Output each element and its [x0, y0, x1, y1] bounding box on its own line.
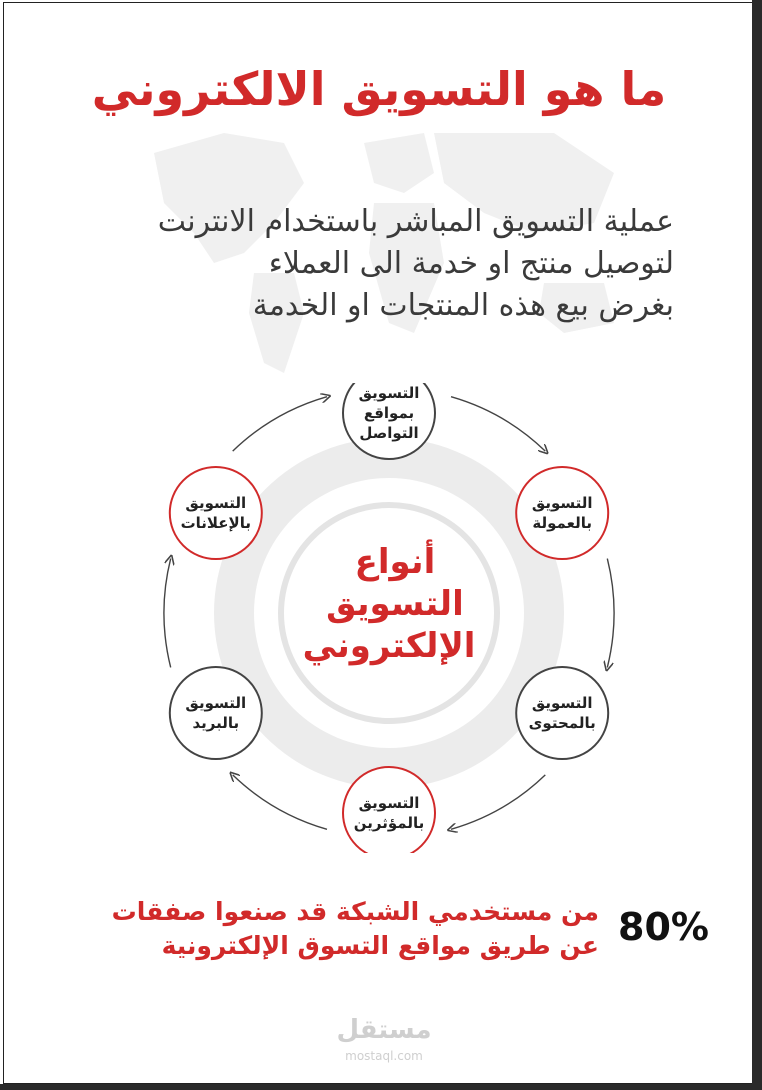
cycle-arrow	[164, 559, 171, 668]
stat-line: عن طريق مواقع التسوق الإلكترونية	[161, 931, 599, 960]
stat-percentage: 80%	[618, 905, 709, 949]
definition-text	[64, 201, 674, 327]
cycle-arrow	[233, 775, 327, 829]
type-node-label: بالعمولة	[532, 514, 592, 532]
type-node-label: بالمحتوى	[528, 714, 596, 732]
type-node-label: بالبريد	[192, 714, 240, 732]
page-edge-shadow	[752, 0, 762, 1090]
type-node-label: التسويق	[185, 694, 247, 712]
center-label-line: الإلكتروني	[302, 626, 476, 666]
type-node-label: التسويق	[531, 494, 593, 512]
center-label-line: أنواع	[354, 542, 436, 582]
type-node-label: التواصل	[359, 424, 419, 442]
cycle-arrow	[233, 397, 327, 451]
stat-description	[74, 895, 599, 963]
type-node-circle	[516, 667, 608, 759]
infographic-frame	[3, 2, 755, 1084]
definition-line: عملية التسويق المباشر باستخدام الانترنت	[157, 204, 674, 239]
definition-line: لتوصيل منتج او خدمة الى العملاء	[268, 246, 674, 281]
type-node-label: بالإعلانات	[180, 514, 252, 532]
type-node	[170, 667, 262, 759]
type-node	[516, 467, 608, 559]
type-node-label: التسويق	[358, 384, 420, 402]
type-node-label: بمواقع	[363, 404, 415, 422]
marketing-types-diagram	[4, 383, 754, 853]
cycle-arrow	[451, 397, 545, 451]
center-label-line: التسويق	[326, 584, 464, 624]
page-edge-shadow	[0, 1084, 762, 1090]
type-node-label: بالمؤثرين	[353, 814, 425, 832]
cycle-arrow	[451, 775, 545, 829]
type-node-label: التسويق	[358, 794, 420, 812]
type-node	[343, 767, 435, 853]
type-node-circle	[170, 467, 262, 559]
type-node-label: التسويق	[185, 494, 247, 512]
watermark-url: mostaql.com	[345, 1049, 423, 1063]
type-node-circle	[170, 667, 262, 759]
watermark-logo: مستقل	[336, 1015, 432, 1045]
page-title: ما هو التسويق الالكتروني	[91, 61, 667, 116]
definition-line: بغرض بيع هذه المنتجات او الخدمة	[252, 288, 674, 323]
type-node-label: التسويق	[531, 694, 593, 712]
cycle-arrow	[607, 559, 614, 668]
stat-line: من مستخدمي الشبكة قد صنعوا صفقات	[111, 897, 599, 926]
type-node-circle	[516, 467, 608, 559]
type-node	[170, 467, 262, 559]
type-node	[516, 667, 608, 759]
